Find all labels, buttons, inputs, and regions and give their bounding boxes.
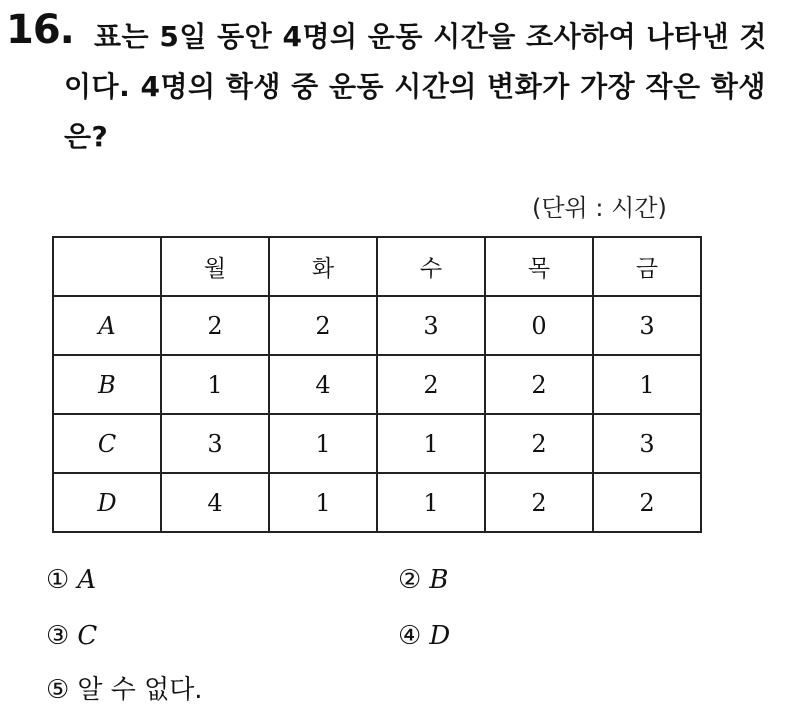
choice-text: C [77,621,98,651]
table-cell: 4 [269,355,377,414]
choice-marker: ④ [398,621,422,651]
table-header-cell: 목 [485,237,593,296]
table-cell: 0 [485,296,593,355]
question-text: 표는 5일 동안 4명의 운동 시간을 조사하여 나타낸 것이다. 4명의 학생 중 운동 시간의 변화가 가장 작은 학생은? [64,20,767,153]
table-header-cell: 금 [593,237,701,296]
table-row [53,473,701,532]
table-cell: 2 [485,473,593,532]
table-cell: 4 [161,473,269,532]
table-cell: 2 [485,355,593,414]
choice-2[interactable] [398,562,448,598]
choice-text: D [429,621,451,651]
table-header-cell: 월 [161,237,269,296]
choice-1[interactable] [46,562,96,598]
table-cell: 2 [485,414,593,473]
question-number: 16. [6,7,74,53]
choice-marker: ⑤ [46,675,70,705]
table-cell: 3 [593,414,701,473]
table-row [53,355,701,414]
choice-text: B [429,565,449,595]
row-label: C [53,414,161,473]
choice-text: 알 수 없다. [77,675,203,705]
table-cell: 3 [377,296,485,355]
choice-marker: ② [398,565,422,595]
table-cell: 2 [593,473,701,532]
table-cell: 1 [593,355,701,414]
table-header-cell: 수 [377,237,485,296]
choice-marker: ③ [46,621,70,651]
table-row [53,414,701,473]
table-cell: 2 [161,296,269,355]
table-cell: 1 [161,355,269,414]
table-cell: 1 [269,414,377,473]
unit-label: (단위 : 시간) [532,194,667,222]
row-label: D [53,473,161,532]
table-cell: 3 [593,296,701,355]
choice-text: A [77,565,97,595]
exercise-time-table [52,236,702,533]
table-cell: 2 [269,296,377,355]
choice-3[interactable] [46,618,97,654]
choice-4[interactable] [398,618,450,654]
row-label: A [53,296,161,355]
table-cell: 1 [377,414,485,473]
choice-marker: ① [46,565,70,595]
table-header-cell: 화 [269,237,377,296]
choice-5[interactable] [46,672,203,708]
row-label: B [53,355,161,414]
table-cell: 1 [269,473,377,532]
table-corner-cell [53,237,161,296]
table-cell: 1 [377,473,485,532]
table-row [53,296,701,355]
table-cell: 2 [377,355,485,414]
table-header-row [53,237,701,296]
table-cell: 3 [161,414,269,473]
